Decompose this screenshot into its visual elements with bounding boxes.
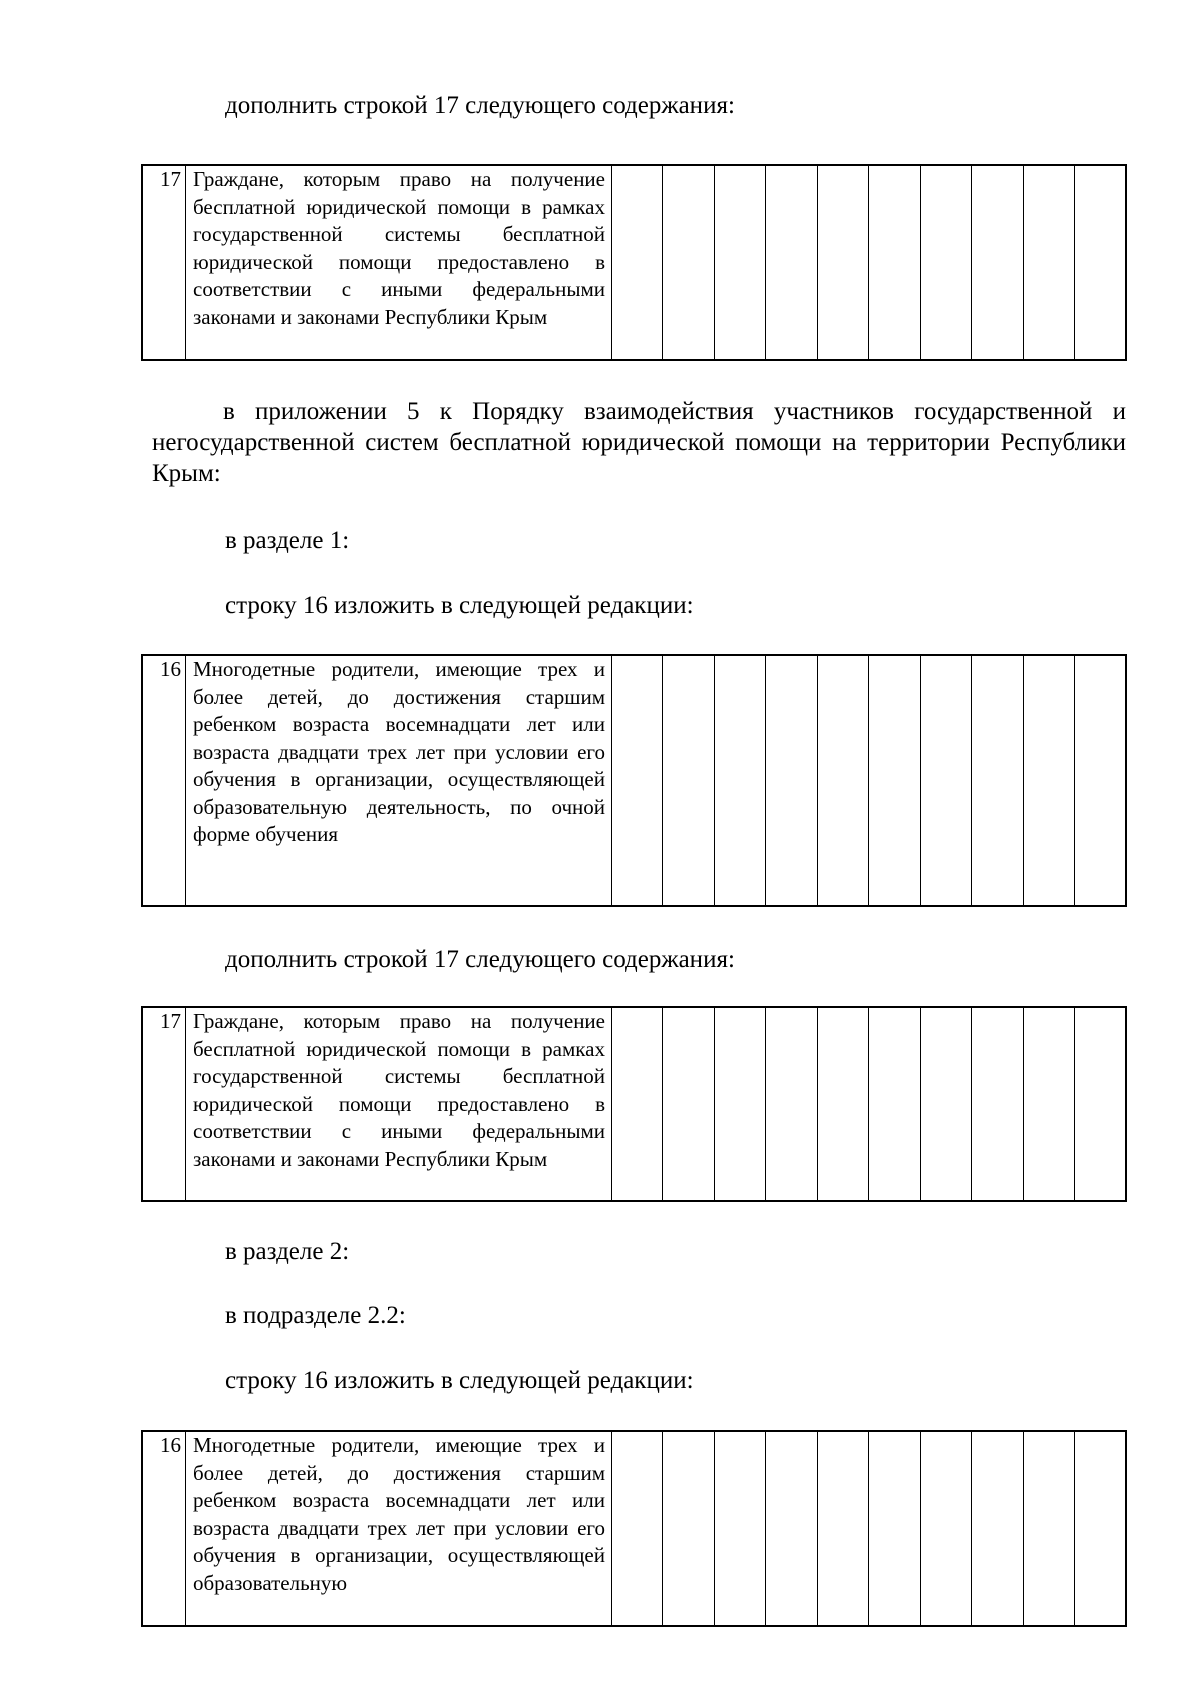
empty-cell	[1074, 165, 1126, 360]
empty-cell	[612, 1007, 663, 1201]
empty-cell	[817, 165, 868, 360]
row-number: 16	[142, 655, 186, 906]
empty-cell	[817, 1431, 868, 1626]
section-2-heading: в разделе 2:	[225, 1238, 350, 1265]
empty-cell	[869, 655, 920, 906]
empty-cell	[714, 165, 765, 360]
line-16-intro-2: строку 16 изложить в следующей редакции:	[225, 1367, 694, 1394]
row-text: Граждане, которым право на получение бесплатной юридической помощи в рамках государственной системы бесплатной юридической помощи предоставлено в соответствии с иными федеральными законами и законами Республики Крым	[186, 1007, 612, 1201]
empty-cell	[869, 1007, 920, 1201]
appendix-paragraph: в приложении 5 к Порядку взаимодействия участников государственной и негосударственной систем бесплатной юридической помощи на территории Республики Крым:	[152, 398, 1126, 487]
empty-cell	[766, 165, 817, 360]
empty-cell	[920, 165, 971, 360]
empty-cell	[714, 1431, 765, 1626]
row-text: Многодетные родители, имеющие трех и более детей, до достижения старшим ребенком возраста восемнадцати лет или возраста двадцати трех лет при условии его обучения в организации, осуществляющей образовательную	[186, 1431, 612, 1626]
empty-cell	[1023, 1007, 1074, 1201]
empty-cell	[612, 655, 663, 906]
subsection-2-2-heading: в подразделе 2.2:	[225, 1302, 406, 1329]
empty-cell	[612, 165, 663, 360]
empty-cell	[714, 1007, 765, 1201]
empty-cell	[920, 1007, 971, 1201]
empty-cell	[817, 655, 868, 906]
empty-cell	[869, 165, 920, 360]
row-number: 17	[142, 165, 186, 360]
empty-cell	[972, 1431, 1023, 1626]
empty-cell	[766, 655, 817, 906]
empty-cell	[972, 1007, 1023, 1201]
table-row-17-top	[141, 164, 1127, 361]
empty-cell	[612, 1431, 663, 1626]
table-row-16-second	[141, 1430, 1127, 1627]
intro-add-row-17-mid: дополнить строкой 17 следующего содержания:	[225, 946, 735, 973]
empty-cell	[663, 1431, 714, 1626]
empty-cell	[972, 655, 1023, 906]
row-number: 16	[142, 1431, 186, 1626]
table-row-16-first	[141, 654, 1127, 907]
empty-cell	[817, 1007, 868, 1201]
empty-cell	[920, 655, 971, 906]
row-text: Многодетные родители, имеющие трех и более детей, до достижения старшим ребенком возраста восемнадцати лет или возраста двадцати трех лет при условии его обучения в организации, осуществляющей образовательную деятельность, по очной форме обучения	[186, 655, 612, 906]
section-1-heading: в разделе 1:	[225, 527, 350, 554]
empty-cell	[663, 1007, 714, 1201]
empty-cell	[1023, 655, 1074, 906]
intro-add-row-17-top: дополнить строкой 17 следующего содержания:	[225, 92, 735, 119]
empty-cell	[663, 655, 714, 906]
empty-cell	[1074, 655, 1126, 906]
table-row-17-mid	[141, 1006, 1127, 1202]
empty-cell	[1074, 1431, 1126, 1626]
empty-cell	[766, 1007, 817, 1201]
empty-cell	[1023, 1431, 1074, 1626]
empty-cell	[920, 1431, 971, 1626]
line-16-intro-1: строку 16 изложить в следующей редакции:	[225, 592, 694, 619]
row-text: Граждане, которым право на получение бесплатной юридической помощи в рамках государственной системы бесплатной юридической помощи предоставлено в соответствии с иными федеральными законами и законами Республики Крым	[186, 165, 612, 360]
empty-cell	[869, 1431, 920, 1626]
row-number: 17	[142, 1007, 186, 1201]
empty-cell	[1023, 165, 1074, 360]
empty-cell	[714, 655, 765, 906]
empty-cell	[663, 165, 714, 360]
empty-cell	[766, 1431, 817, 1626]
empty-cell	[1074, 1007, 1126, 1201]
empty-cell	[972, 165, 1023, 360]
